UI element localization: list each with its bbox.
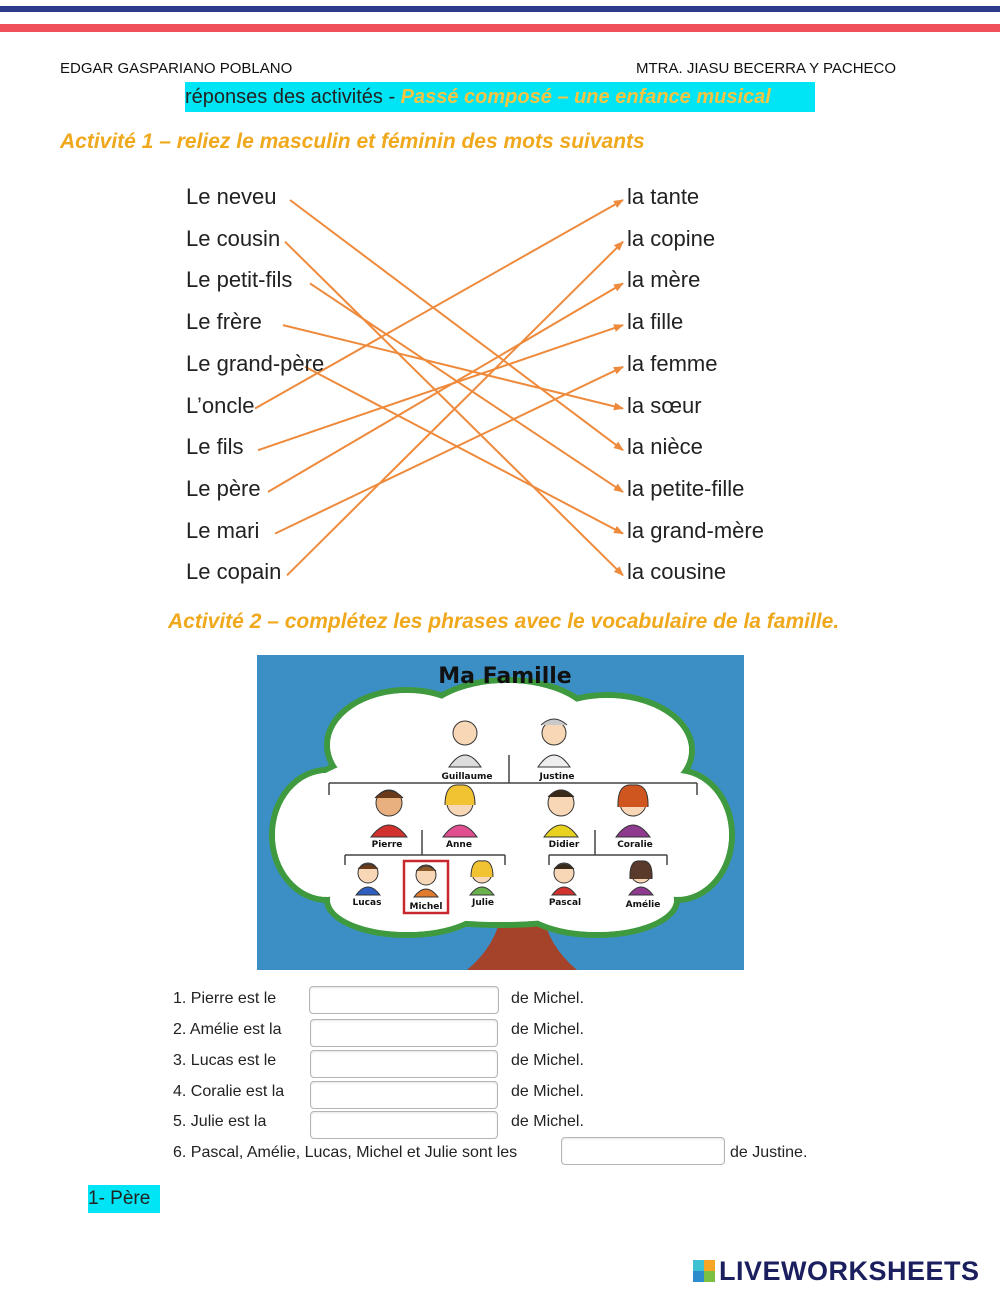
name-anne: Anne [446, 840, 472, 850]
answer-field-3[interactable] [310, 1050, 498, 1078]
masculine-word: Le mari [186, 517, 260, 543]
feminine-word: la grand-mère [627, 517, 764, 543]
masculine-word: Le cousin [186, 225, 281, 251]
answer-field-5[interactable] [310, 1111, 498, 1139]
match-line [258, 325, 623, 450]
feminine-word: la cousine [627, 559, 727, 585]
question-4-after: de Michel. [511, 1083, 584, 1100]
masculine-word: L’oncle [186, 392, 255, 418]
answer-field-6[interactable] [561, 1137, 725, 1165]
masculine-word: Le frère [186, 309, 262, 335]
activity2-title: Activité 2 – complétez les phrases avec le vocabulaire de la famille. [168, 610, 840, 633]
feminine-word: la nièce [627, 434, 703, 460]
name-justine: Justine [539, 772, 575, 782]
masculine-word: Le petit-fils [186, 267, 293, 293]
question-5-before: 5. Julie est la [173, 1113, 267, 1130]
feminine-word: la sœur [627, 392, 702, 418]
question-6-before: 6. Pascal, Amélie, Lucas, Michel et Julie sont les [173, 1144, 518, 1161]
question-4-before: 4. Coralie est la [173, 1083, 285, 1100]
question-1-before: 1. Pierre est le [173, 990, 277, 1007]
match-line [283, 325, 623, 408]
feminine-word: la fille [627, 309, 684, 335]
match-line [255, 200, 623, 409]
name-julie: Julie [471, 898, 495, 908]
liveworksheets-logo-text: LIVEWORKSHEETS [719, 1255, 980, 1286]
name-guillaume: Guillaume [441, 772, 493, 782]
feminine-word: la copine [627, 225, 716, 251]
name-pascal: Pascal [548, 898, 582, 908]
activity1-title: Activité 1 – reliez le masculin et féminin des mots suivants [60, 130, 645, 153]
name-michel: Michel [409, 902, 443, 912]
question-3-before: 3. Lucas est le [173, 1052, 277, 1069]
match-line [310, 283, 623, 492]
question-6-after: de Justine. [730, 1144, 808, 1161]
answer-field-4[interactable] [310, 1081, 498, 1109]
masculine-word: Le copain [186, 559, 282, 585]
masculine-word: Le père [186, 475, 261, 501]
liveworksheets-logo [693, 1255, 980, 1287]
name-pierre: Pierre [371, 840, 403, 850]
answer-field-2[interactable] [310, 1019, 498, 1047]
feminine-word: la tante [627, 184, 700, 209]
subtitle-highlight: Passé composé – une enfance musical [400, 86, 771, 108]
question-3-after: de Michel. [511, 1052, 584, 1069]
masculine-word: Le neveu [186, 184, 277, 209]
question-2-after: de Michel. [511, 1021, 584, 1038]
feminine-word: la femme [627, 350, 718, 376]
liveworksheets-logo-icon [693, 1260, 715, 1282]
teacher-name: MTRA. JIASU BECERRA Y PACHECO [636, 60, 897, 77]
feminine-word: la petite-fille [627, 475, 745, 501]
answer-field-1[interactable] [309, 986, 499, 1014]
question-5-after: de Michel. [511, 1113, 584, 1130]
name-amelie: Amélie [625, 900, 661, 910]
question-2-before: 2. Amélie est la [173, 1021, 282, 1038]
masculine-word: Le grand-père [186, 350, 325, 376]
name-lucas: Lucas [352, 898, 382, 908]
masculine-word: Le fils [186, 434, 244, 460]
subtitle-prefix: réponses des activités - [185, 86, 401, 108]
match-line [268, 283, 623, 492]
student-name: EDGAR GASPARIANO POBLANO [60, 60, 293, 77]
answer-text: 1- Père [88, 1185, 160, 1213]
matching-lines [0, 0, 1000, 620]
question-1-after: de Michel. [511, 990, 584, 1007]
family-tree-title: Ma Famille [438, 664, 572, 689]
name-coralie: Coralie [617, 840, 653, 850]
match-line [305, 367, 623, 534]
feminine-word: la mère [627, 267, 701, 293]
name-didier: Didier [548, 840, 580, 850]
match-line [290, 200, 623, 450]
family-tree-image [257, 655, 744, 970]
match-line [275, 367, 623, 534]
